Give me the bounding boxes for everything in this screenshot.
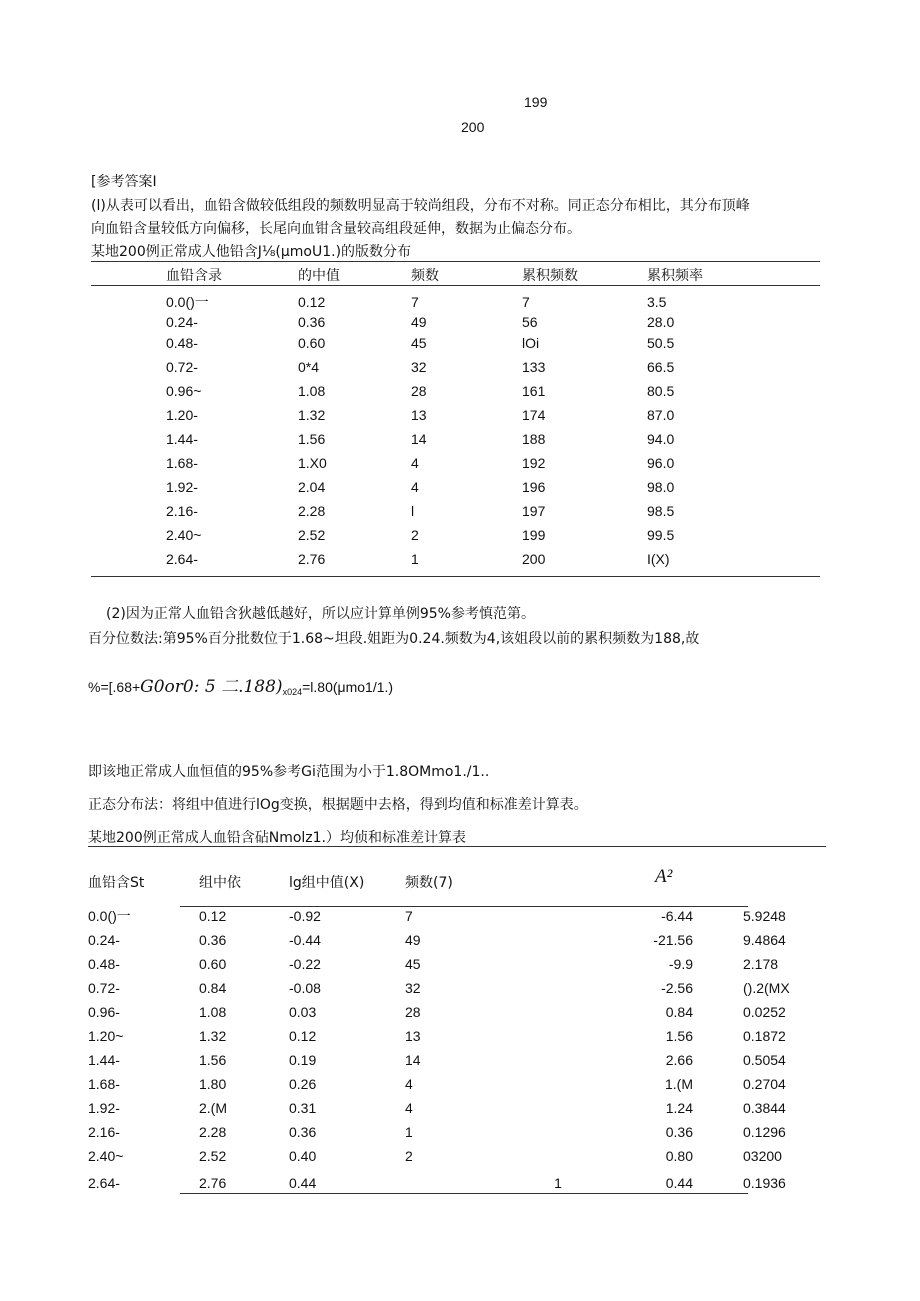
table-row: [166, 355, 727, 379]
table-cell: 7: [411, 294, 419, 310]
table-row: [166, 331, 727, 355]
table-cell: 1.08: [298, 383, 326, 399]
table-cell: 0.48-: [88, 956, 120, 972]
table-cell: 0.36: [289, 1124, 317, 1140]
table-row: [88, 904, 833, 928]
table-cell: 2.64-: [166, 551, 198, 567]
table-cell: 87.0: [647, 407, 675, 423]
table-cell: 1.20~: [88, 1028, 124, 1044]
table1-bottom-rule: [91, 576, 820, 577]
table-cell: 174: [522, 407, 546, 423]
table-cell: 197: [522, 503, 546, 519]
table2-header-log-midpoint: lg组中值(X): [289, 875, 365, 891]
table-cell: 2.40~: [88, 1148, 124, 1164]
table-cell: -9.9: [668, 956, 693, 972]
table-row: [166, 451, 727, 475]
table-cell: 0.96~: [166, 383, 202, 399]
table-row: [88, 1144, 833, 1168]
table-cell: 3.5: [647, 294, 667, 310]
table-cell: 2.28: [298, 503, 326, 519]
table-cell: 0.12: [289, 1028, 317, 1044]
table-cell: 28.0: [647, 313, 675, 330]
table-cell: 49: [411, 313, 427, 330]
table-cell: 2.52: [298, 527, 326, 543]
table-cell: 1.08: [199, 1004, 227, 1020]
table-cell: 0.0()一: [88, 908, 131, 924]
table-row: [166, 379, 727, 403]
table-cell: ().2(MX: [743, 980, 790, 996]
table-cell: I(X): [647, 551, 670, 567]
table-cell: [483, 1144, 633, 1168]
table-cell: 0.12: [298, 294, 326, 310]
table-cell: 9.4864: [743, 932, 786, 948]
table-cell: 1.56: [665, 1028, 693, 1044]
table-cell: 0.0252: [743, 1004, 786, 1020]
table-cell: 0.44: [289, 1175, 317, 1191]
table-cell: 0.26: [289, 1076, 317, 1092]
table-cell: 2.16-: [88, 1124, 120, 1140]
table-cell: 1.24: [665, 1100, 693, 1116]
table-cell: 7: [405, 908, 413, 924]
table-row: [88, 1048, 833, 1072]
table-cell: 2.64-: [88, 1175, 120, 1191]
table-row: [88, 976, 833, 1000]
table-cell: 4: [405, 1076, 413, 1092]
table-cell: 1.32: [199, 1028, 227, 1044]
table1-header-frequency: 频数: [411, 268, 439, 284]
table-cell: [483, 1048, 633, 1072]
table-cell: 0.40: [289, 1148, 317, 1164]
table-cell: 96.0: [647, 455, 675, 471]
table-row: [88, 1024, 833, 1048]
table-cell: 1.20-: [166, 407, 198, 423]
table-row: [88, 1096, 833, 1120]
table-cell: 200: [522, 551, 546, 567]
table2-header-midpoint: 组中依: [199, 875, 241, 891]
table-cell: 98.5: [647, 503, 675, 519]
paragraph-2-line-1: (2)因为正常人血铅含狄越低越好，所以应计算单例95%参考慎范第。: [106, 606, 535, 622]
table1-header-cumulative-frequency: 累积频数: [522, 268, 578, 284]
table-cell: 2.28: [199, 1124, 227, 1140]
table-cell: 1.92-: [166, 479, 198, 495]
table-cell: 133: [522, 359, 546, 375]
table-row: [166, 292, 727, 312]
table-cell: 98.0: [647, 479, 675, 495]
paragraph-3: 即该地正常成人血恒值的95%参考Gi范围为小于1.8OMmo1./1..: [88, 764, 490, 780]
formula-fraction: G0or0: 5 二.188): [140, 677, 283, 697]
table-cell: 4: [405, 1100, 413, 1116]
table-cell: 0.36: [298, 313, 326, 330]
table-cell: [483, 1024, 633, 1048]
table-cell: 1.56: [199, 1052, 227, 1068]
table-cell: 0.60: [298, 335, 326, 351]
table-cell: 0.60: [199, 956, 227, 972]
table-cell: 28: [411, 383, 427, 399]
table-cell: -0.92: [289, 908, 321, 924]
table1-header-cumulative-rate: 累积频率: [647, 268, 703, 284]
table-cell: 161: [522, 383, 546, 399]
table-cell: 1.92-: [88, 1100, 120, 1116]
table-row: [166, 403, 727, 427]
table-cell: 1.68-: [88, 1076, 120, 1092]
table-cell: l: [411, 503, 415, 519]
table-row: [166, 312, 727, 331]
table-cell: 0.0()一: [166, 294, 209, 310]
table-cell: 1.80: [199, 1076, 227, 1092]
table-row: [88, 1168, 833, 1198]
table-cell: 2.16-: [166, 503, 198, 519]
table-cell: 0.96-: [88, 1004, 120, 1020]
table-cell: 13: [411, 407, 427, 423]
table-cell: 32: [411, 359, 427, 375]
paragraph-2-line-2: 百分位数法:第95%百分批数位于1.68~坦段.姐距为0.24.频数为4,该姐段以前的累积频数为188,故: [88, 631, 700, 647]
table-cell: 2.178: [743, 956, 779, 972]
table-cell: -0.44: [289, 932, 321, 948]
table1: [166, 292, 727, 571]
table-cell: 2.76: [199, 1175, 227, 1191]
table-cell: 45: [411, 335, 427, 351]
table-cell: 03200: [743, 1148, 782, 1164]
formula-subscript: x024: [282, 687, 303, 697]
table-cell: 1: [554, 1175, 562, 1191]
table-row: [166, 427, 727, 451]
table1-top-rule: [91, 261, 820, 262]
table-cell: 0.24-: [166, 313, 198, 330]
table-cell: 28: [405, 1004, 421, 1020]
table-cell: 0.5054: [743, 1052, 786, 1068]
table-cell: 94.0: [647, 431, 675, 447]
table-cell: [405, 1168, 483, 1198]
table-row: [88, 1120, 833, 1144]
table-cell: 192: [522, 455, 546, 471]
table2-header-fx2: A²: [655, 866, 673, 887]
table-cell: 188: [522, 431, 546, 447]
table2-header-frequency: 频数(7): [405, 875, 453, 891]
table-cell: 0.84: [199, 980, 227, 996]
table-row: [88, 1072, 833, 1096]
paragraph-4: 正态分布法：将组中值进行lOg变换，根据题中去格，得到均值和标准差计算表。: [88, 797, 588, 813]
table-cell: 2: [405, 1148, 413, 1164]
table-cell: 0.1296: [743, 1124, 786, 1140]
table-cell: 2.52: [199, 1148, 227, 1164]
table-cell: [483, 1072, 633, 1096]
table-cell: 0.3844: [743, 1100, 786, 1116]
table-cell: 0.72-: [88, 980, 120, 996]
table-cell: 0.1872: [743, 1028, 786, 1044]
table-cell: 1: [405, 1124, 413, 1140]
table-row: [166, 475, 727, 499]
percentile-formula: [88, 672, 393, 697]
table-cell: 1.68-: [166, 455, 198, 471]
table-cell: [483, 976, 633, 1000]
table-cell: 196: [522, 479, 546, 495]
table-row: [88, 1000, 833, 1024]
formula-prefix: %=[.68+: [88, 679, 141, 695]
table-cell: 2.40~: [166, 527, 202, 543]
table-cell: -6.44: [661, 908, 693, 924]
table2: [88, 904, 833, 1198]
table-cell: 2.(M: [199, 1100, 227, 1116]
table-cell: 7: [522, 294, 530, 310]
table-cell: 80.5: [647, 383, 675, 399]
table-cell: [483, 952, 633, 976]
table-row: [88, 928, 833, 952]
table-cell: 0.03: [289, 1004, 317, 1020]
table-cell: 0.80: [665, 1148, 693, 1164]
table-cell: 0.48-: [166, 335, 198, 351]
table-cell: 49: [405, 932, 421, 948]
page-number-199: 199: [524, 94, 548, 110]
table-cell: 0.2704: [743, 1076, 786, 1092]
table-cell: 4: [411, 479, 419, 495]
table-row: [166, 547, 727, 571]
table-cell: -2.56: [661, 980, 693, 996]
table-cell: 14: [411, 431, 427, 447]
table-cell: 1.X0: [298, 455, 327, 471]
table1-caption: 某地200例正常成人他铅含J⅛(μmoU1.)的版数分布: [91, 244, 412, 260]
table-cell: 1.44-: [88, 1052, 120, 1068]
table-cell: 5.9248: [743, 908, 786, 924]
answer-header: [参考答案I: [91, 174, 157, 190]
table-cell: 1.56: [298, 431, 326, 447]
table-cell: 13: [405, 1028, 421, 1044]
table-cell: [483, 1096, 633, 1120]
table-cell: 2.04: [298, 479, 326, 495]
table-row: [88, 952, 833, 976]
table-cell: 50.5: [647, 335, 675, 351]
page-number-200: 200: [461, 119, 485, 135]
table-cell: 1.32: [298, 407, 326, 423]
table-cell: 66.5: [647, 359, 675, 375]
table-cell: 2: [411, 527, 419, 543]
table-cell: 0.19: [289, 1052, 317, 1068]
table-cell: 2.76: [298, 551, 326, 567]
table-cell: lOi: [522, 335, 540, 351]
paragraph-1-line-1: (l)从表可以看出，血铅含做较低组段的频数明显高于较尚组段，分布不对称。同正态分布相比，其分布顶峰: [91, 198, 750, 214]
table-cell: [483, 928, 633, 952]
table-cell: 1.(M: [665, 1076, 693, 1092]
table-cell: 0.44: [665, 1175, 693, 1191]
table2-top-rule: [88, 846, 826, 847]
table-cell: 0.12: [199, 908, 227, 924]
table-cell: 2.66: [665, 1052, 693, 1068]
table-cell: 0.36: [199, 932, 227, 948]
table-cell: 0.72-: [166, 359, 198, 375]
table-cell: 0.84: [665, 1004, 693, 1020]
table-cell: -0.08: [289, 980, 321, 996]
table-cell: [483, 904, 633, 928]
table-cell: 1.44-: [166, 431, 198, 447]
table1-header-rule: [91, 285, 820, 286]
table2-header-group: 血铅含St: [88, 875, 145, 891]
table-cell: 14: [405, 1052, 421, 1068]
table-cell: 0.36: [665, 1124, 693, 1140]
table-cell: 45: [405, 956, 421, 972]
table-cell: 199: [522, 527, 546, 543]
table-cell: 1: [411, 551, 419, 567]
table-row: [166, 499, 727, 523]
formula-result: =l.80(μmo1/1.): [302, 679, 394, 695]
table1-header-midpoint: 的中值: [298, 268, 340, 284]
table-cell: 0.1936: [743, 1175, 786, 1191]
table-cell: -21.56: [653, 932, 693, 948]
table-cell: -0.22: [289, 956, 321, 972]
table-cell: 56: [522, 313, 538, 330]
table-cell: 0.24-: [88, 932, 120, 948]
table-cell: [483, 1120, 633, 1144]
table-row: [166, 523, 727, 547]
table-cell: 99.5: [647, 527, 675, 543]
paragraph-1-line-2: 向血铅含量较低方向偏移，长尾向血钳含量较高组段延伸，数据为止偏态分布。: [91, 221, 581, 237]
table-cell: 32: [405, 980, 421, 996]
table-cell: [483, 1000, 633, 1024]
table-cell: 4: [411, 455, 419, 471]
table-cell: 0.31: [289, 1100, 317, 1116]
table2-caption: 某地200例正常成人血铅含砧Nmolz1.）均侦和标准差计算表: [88, 830, 466, 846]
table1-header-group: 血铅含录: [166, 268, 222, 284]
table-cell: 0*4: [298, 359, 320, 375]
